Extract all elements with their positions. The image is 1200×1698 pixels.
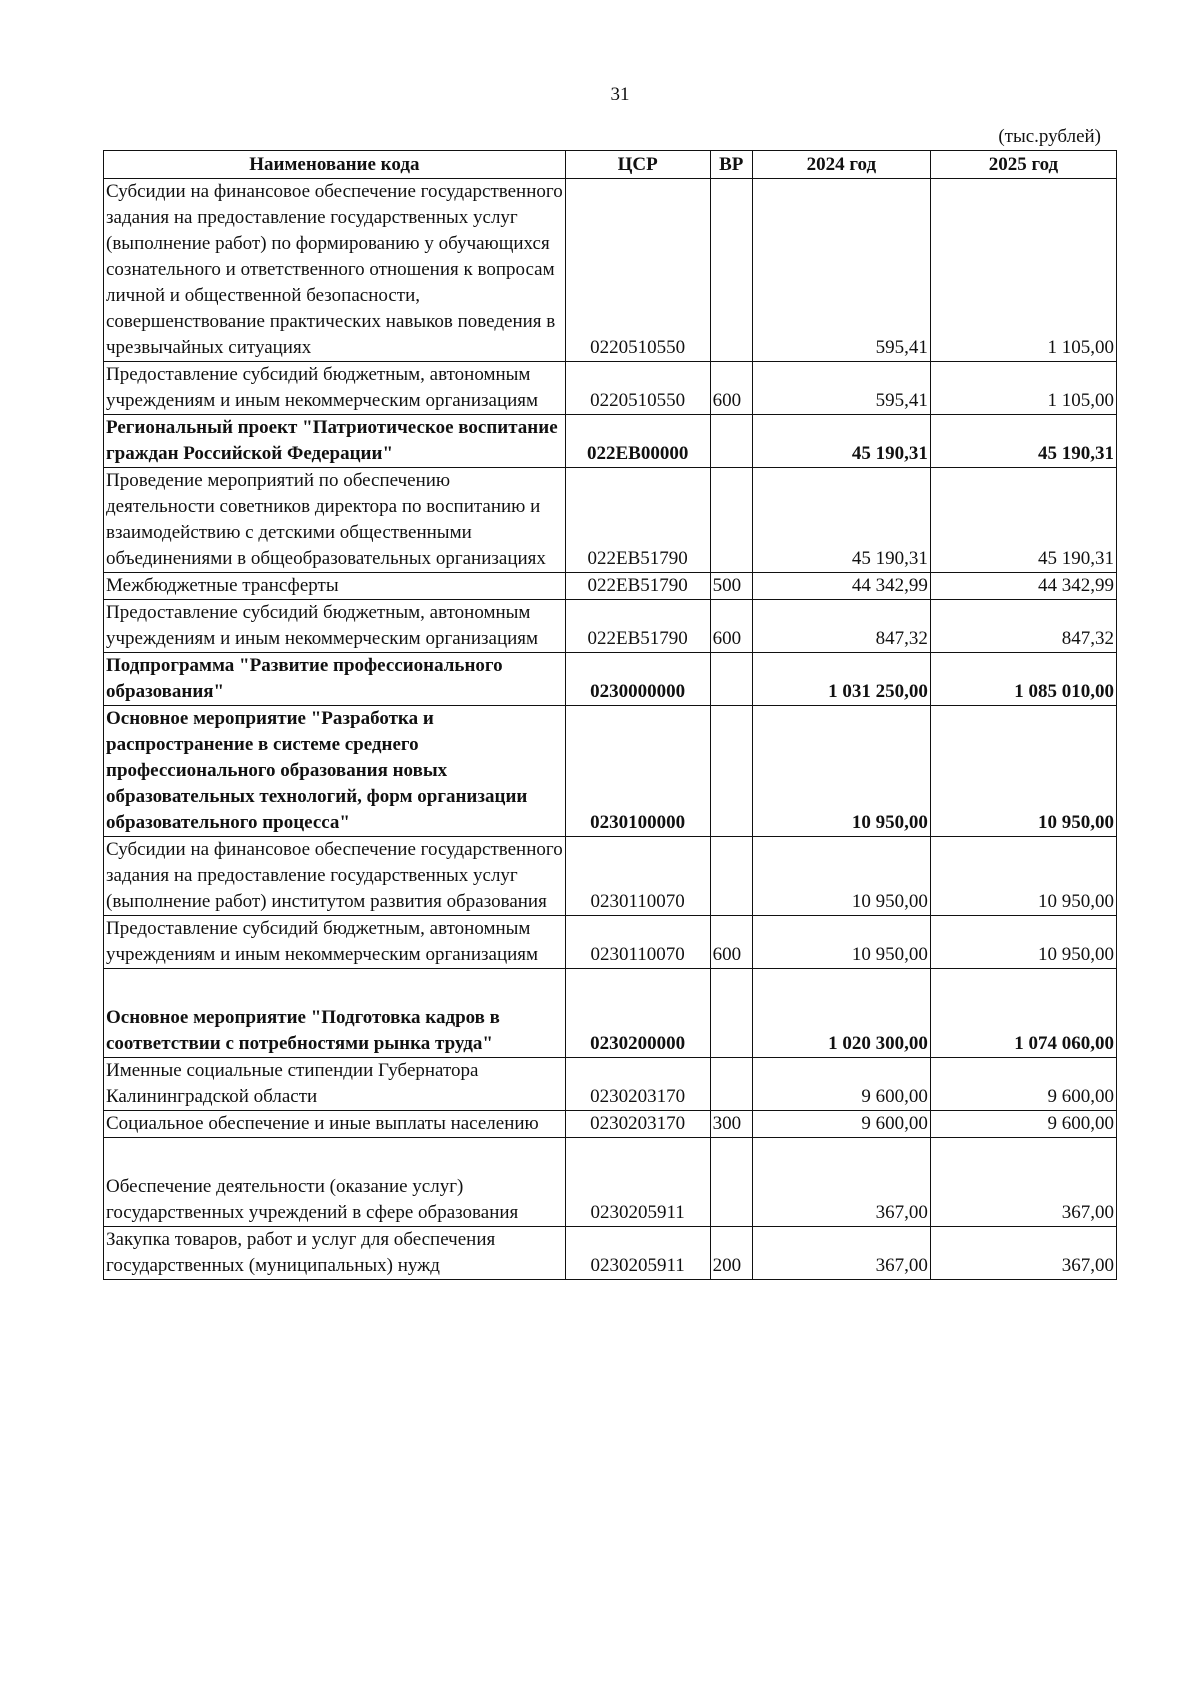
table-row bbox=[104, 1058, 1117, 1111]
row-csr: 0230110070 bbox=[565, 916, 710, 969]
row-value-2025: 10 950,00 bbox=[930, 916, 1116, 969]
row-vr: 600 bbox=[710, 916, 752, 969]
row-csr: 0220510550 bbox=[565, 179, 710, 362]
row-value-2025: 1 074 060,00 bbox=[930, 969, 1116, 1058]
table-row bbox=[104, 916, 1117, 969]
row-value-2024: 367,00 bbox=[752, 1227, 930, 1280]
table-body bbox=[104, 179, 1117, 1280]
row-value-2025: 9 600,00 bbox=[930, 1111, 1116, 1138]
row-vr bbox=[710, 837, 752, 916]
row-vr: 500 bbox=[710, 573, 752, 600]
row-value-2024: 10 950,00 bbox=[752, 706, 930, 837]
table-row bbox=[104, 600, 1117, 653]
row-csr: 0230205911 bbox=[565, 1138, 710, 1227]
table-row bbox=[104, 468, 1117, 573]
table-row bbox=[104, 706, 1117, 837]
row-value-2025: 1 105,00 bbox=[930, 179, 1116, 362]
row-csr: 0230205911 bbox=[565, 1227, 710, 1280]
row-value-2024: 45 190,31 bbox=[752, 415, 930, 468]
row-value-2025: 847,32 bbox=[930, 600, 1116, 653]
row-name: Подпрограмма "Развитие профессионального образования" bbox=[104, 653, 566, 706]
row-name: Межбюджетные трансферты bbox=[104, 573, 566, 600]
row-name: Субсидии на финансовое обеспечение государственного задания на предоставление государственных услуг (выполнение работ) по формированию у обучающихся сознательного и ответственного отношения к вопросам личной и общественной безопасности, совершенствование практических навыков поведения в чрезвычайных ситуациях bbox=[104, 179, 566, 362]
row-vr: 600 bbox=[710, 600, 752, 653]
table-row bbox=[104, 653, 1117, 706]
row-value-2024: 9 600,00 bbox=[752, 1058, 930, 1111]
row-value-2024: 595,41 bbox=[752, 362, 930, 415]
row-name: Проведение мероприятий по обеспечению деятельности советников директора по воспитанию и взаимодействию с детскими общественными объединениями в общеобразовательных организациях bbox=[104, 468, 566, 573]
row-vr bbox=[710, 415, 752, 468]
row-vr bbox=[710, 468, 752, 573]
row-csr: 0220510550 bbox=[565, 362, 710, 415]
row-value-2024: 367,00 bbox=[752, 1138, 930, 1227]
row-value-2024: 10 950,00 bbox=[752, 916, 930, 969]
row-name: Именные социальные стипендии Губернатора Калининградской области bbox=[104, 1058, 566, 1111]
row-vr bbox=[710, 969, 752, 1058]
row-value-2025: 367,00 bbox=[930, 1138, 1116, 1227]
row-value-2024: 9 600,00 bbox=[752, 1111, 930, 1138]
row-value-2024: 10 950,00 bbox=[752, 837, 930, 916]
row-value-2025: 44 342,99 bbox=[930, 573, 1116, 600]
row-value-2024: 45 190,31 bbox=[752, 468, 930, 573]
row-vr: 300 bbox=[710, 1111, 752, 1138]
row-csr: 0230203170 bbox=[565, 1111, 710, 1138]
row-name: Предоставление субсидий бюджетным, автономным учреждениям и иным некоммерческим организациям bbox=[104, 916, 566, 969]
row-csr: 0230200000 bbox=[565, 969, 710, 1058]
row-name: Предоставление субсидий бюджетным, автономным учреждениям и иным некоммерческим организациям bbox=[104, 600, 566, 653]
header-2024: 2024 год bbox=[752, 151, 930, 179]
row-vr bbox=[710, 179, 752, 362]
row-value-2025: 1 085 010,00 bbox=[930, 653, 1116, 706]
row-csr: 0230100000 bbox=[565, 706, 710, 837]
row-value-2024: 1 020 300,00 bbox=[752, 969, 930, 1058]
table-row bbox=[104, 1138, 1117, 1227]
table-row bbox=[104, 1227, 1117, 1280]
row-name: Обеспечение деятельности (оказание услуг) государственных учреждений в сфере образования bbox=[104, 1138, 566, 1227]
budget-table bbox=[103, 150, 1117, 1280]
row-value-2025: 10 950,00 bbox=[930, 706, 1116, 837]
row-value-2024: 1 031 250,00 bbox=[752, 653, 930, 706]
table-row bbox=[104, 415, 1117, 468]
header-vr: ВР bbox=[710, 151, 752, 179]
row-name: Закупка товаров, работ и услуг для обеспечения государственных (муниципальных) нужд bbox=[104, 1227, 566, 1280]
row-csr: 0230203170 bbox=[565, 1058, 710, 1111]
table-row bbox=[104, 362, 1117, 415]
row-csr: 022EB51790 bbox=[565, 573, 710, 600]
header-csr: ЦСР bbox=[565, 151, 710, 179]
row-vr bbox=[710, 1138, 752, 1227]
row-name: Предоставление субсидий бюджетным, автономным учреждениям и иным некоммерческим организациям bbox=[104, 362, 566, 415]
row-name: Субсидии на финансовое обеспечение государственного задания на предоставление государственных услуг (выполнение работ) институтом развития образования bbox=[104, 837, 566, 916]
units-label: (тыс.рублей) bbox=[998, 126, 1101, 147]
row-csr: 022EB00000 bbox=[565, 415, 710, 468]
row-vr bbox=[710, 706, 752, 837]
row-value-2024: 847,32 bbox=[752, 600, 930, 653]
row-csr: 0230110070 bbox=[565, 837, 710, 916]
row-csr: 022EB51790 bbox=[565, 468, 710, 573]
row-vr bbox=[710, 653, 752, 706]
table-header-row bbox=[104, 151, 1117, 179]
page-number: 31 bbox=[610, 84, 630, 105]
row-value-2025: 10 950,00 bbox=[930, 837, 1116, 916]
table-row bbox=[104, 837, 1117, 916]
table-row bbox=[104, 969, 1117, 1058]
row-name: Региональный проект "Патриотическое воспитание граждан Российской Федерации" bbox=[104, 415, 566, 468]
row-value-2024: 44 342,99 bbox=[752, 573, 930, 600]
row-name: Основное мероприятие "Подготовка кадров в соответствии с потребностями рынка труда" bbox=[104, 969, 566, 1058]
table-row bbox=[104, 1111, 1117, 1138]
table-row bbox=[104, 573, 1117, 600]
header-2025: 2025 год bbox=[930, 151, 1116, 179]
table-row bbox=[104, 179, 1117, 362]
header-name: Наименование кода bbox=[104, 151, 566, 179]
row-value-2025: 9 600,00 bbox=[930, 1058, 1116, 1111]
row-value-2025: 45 190,31 bbox=[930, 468, 1116, 573]
row-value-2025: 367,00 bbox=[930, 1227, 1116, 1280]
row-csr: 0230000000 bbox=[565, 653, 710, 706]
row-name: Социальное обеспечение и иные выплаты населению bbox=[104, 1111, 566, 1138]
row-name: Основное мероприятие "Разработка и распространение в системе среднего профессионального образования новых образовательных технологий, форм организации образовательного процесса" bbox=[104, 706, 566, 837]
row-csr: 022EB51790 bbox=[565, 600, 710, 653]
row-vr: 600 bbox=[710, 362, 752, 415]
row-value-2024: 595,41 bbox=[752, 179, 930, 362]
row-value-2025: 1 105,00 bbox=[930, 362, 1116, 415]
row-vr bbox=[710, 1058, 752, 1111]
row-vr: 200 bbox=[710, 1227, 752, 1280]
row-value-2025: 45 190,31 bbox=[930, 415, 1116, 468]
